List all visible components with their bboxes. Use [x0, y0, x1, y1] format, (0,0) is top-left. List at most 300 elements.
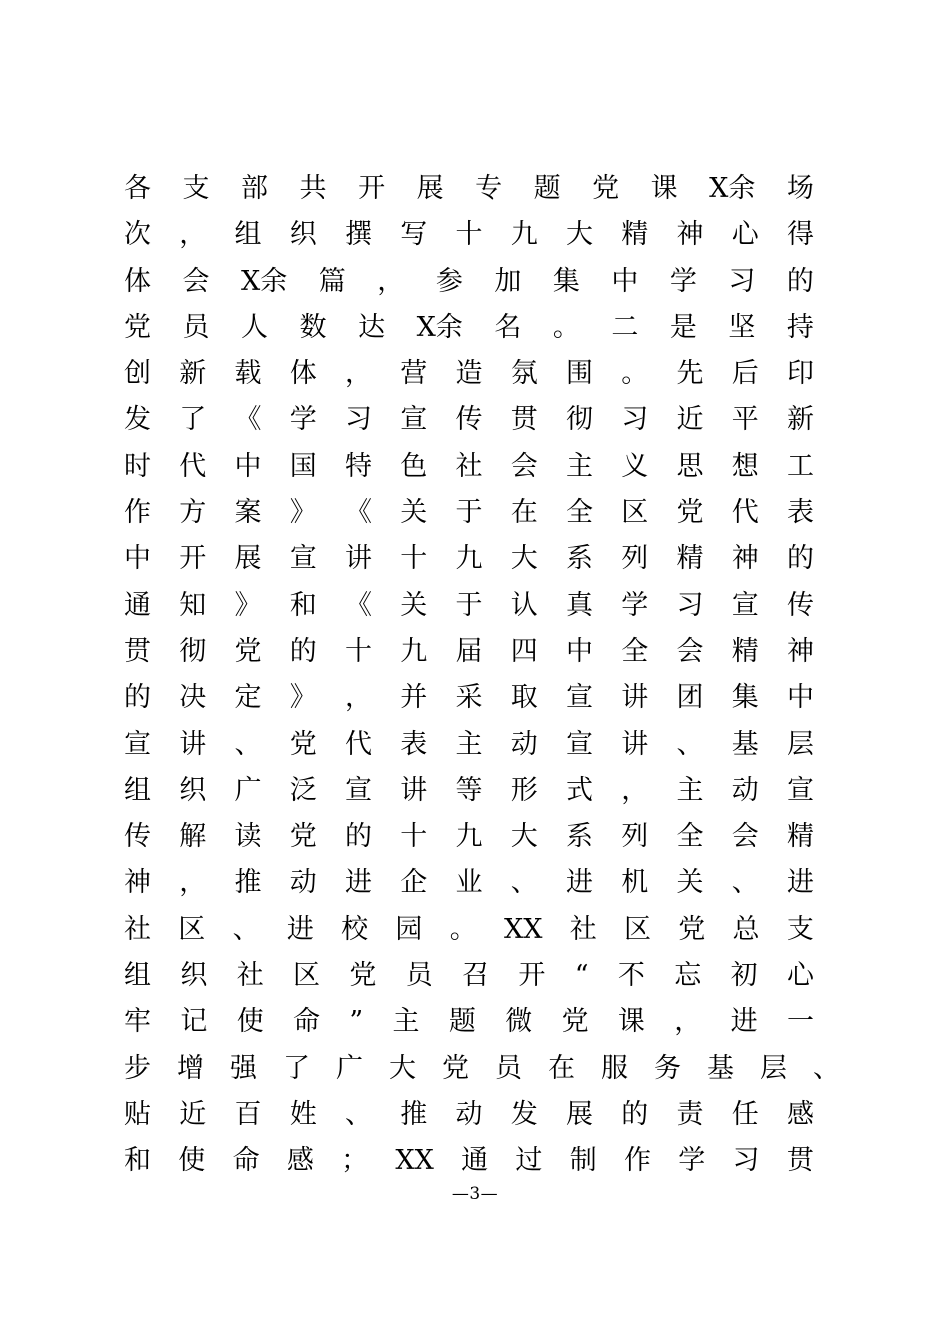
text-glyph: 传 — [124, 821, 151, 853]
text-glyph: 的 — [787, 543, 814, 575]
text-glyph: 造 — [455, 358, 483, 390]
text-glyph: 大 — [510, 543, 538, 575]
text-glyph: 组 — [124, 774, 151, 806]
text-glyph: 代 — [179, 450, 207, 482]
text-glyph: 届 — [455, 635, 483, 667]
text-glyph: ， — [377, 265, 405, 297]
text-glyph: 篇 — [318, 265, 346, 297]
text-glyph: 持 — [786, 311, 814, 343]
text-glyph: 不 — [617, 960, 645, 992]
text-line — [124, 675, 814, 721]
text-glyph: 大 — [510, 821, 538, 853]
text-glyph: 织 — [179, 774, 207, 806]
page-number: —3— — [451, 1184, 499, 1204]
text-glyph: 参 — [435, 265, 463, 297]
text-glyph: 知 — [179, 589, 207, 621]
text-glyph: 党 — [124, 311, 151, 343]
text-glyph: 神 — [787, 635, 814, 667]
text-line — [124, 722, 814, 768]
text-glyph: 宣 — [345, 774, 372, 806]
text-glyph: 进 — [566, 867, 593, 899]
text-glyph: 区 — [178, 913, 206, 945]
text-glyph: 推 — [234, 867, 262, 899]
text-glyph: 机 — [621, 867, 649, 899]
text-glyph: 《 — [234, 404, 262, 436]
text-glyph: 集 — [552, 265, 580, 297]
text-glyph: 习 — [728, 265, 756, 297]
text-glyph: 全 — [676, 821, 704, 853]
text-glyph: ； — [341, 1145, 369, 1177]
text-glyph: 九 — [455, 543, 483, 575]
text-line — [124, 166, 814, 212]
text-line — [124, 583, 814, 629]
text-glyph: 的 — [289, 635, 317, 667]
text-glyph: 动 — [510, 728, 538, 760]
text-glyph: 系 — [566, 543, 593, 575]
text-glyph: 广 — [336, 1052, 363, 1084]
text-glyph: 传 — [787, 589, 814, 621]
text-glyph: 过 — [515, 1145, 543, 1177]
text-glyph: 二 — [611, 311, 639, 343]
text-glyph: 等 — [455, 774, 483, 806]
text-glyph: 式 — [566, 774, 593, 806]
text-glyph: 、 — [731, 867, 759, 899]
text-glyph: 校 — [341, 913, 369, 945]
text-glyph: 任 — [731, 1098, 759, 1130]
text-glyph: ， — [179, 867, 207, 899]
text-glyph: 动 — [731, 774, 759, 806]
text-glyph: 彻 — [179, 635, 207, 667]
text-glyph: 神 — [676, 219, 704, 251]
text-glyph: 党 — [289, 728, 317, 760]
text-glyph: 《 — [345, 589, 372, 621]
text-line — [124, 999, 814, 1045]
text-glyph: 员 — [405, 960, 433, 992]
text-glyph: 得 — [787, 219, 814, 251]
text-glyph: 十 — [455, 219, 483, 251]
text-glyph: 忘 — [674, 960, 702, 992]
text-glyph: 围 — [566, 358, 593, 390]
text-glyph: 中 — [234, 450, 262, 482]
text-glyph: 习 — [732, 1145, 760, 1177]
text-glyph: 名 — [494, 311, 522, 343]
text-glyph: 企 — [400, 867, 428, 899]
text-glyph: 通 — [124, 589, 151, 621]
text-glyph: ， — [621, 774, 649, 806]
text-glyph: 支 — [786, 913, 814, 945]
text-glyph: 列 — [621, 543, 649, 575]
text-glyph: 党 — [289, 821, 317, 853]
text-glyph: 宣 — [400, 404, 428, 436]
text-glyph: 关 — [676, 867, 704, 899]
text-glyph: 表 — [400, 728, 428, 760]
text-glyph: 社 — [569, 913, 597, 945]
text-glyph: 的 — [124, 682, 151, 714]
text-glyph: “ — [574, 960, 589, 992]
text-glyph: 时 — [124, 450, 151, 482]
text-glyph: 印 — [787, 358, 814, 390]
text-glyph: 员 — [182, 311, 210, 343]
text-glyph: 心 — [786, 960, 814, 992]
text-glyph: 认 — [510, 589, 538, 621]
text-glyph: 读 — [234, 821, 262, 853]
text-glyph: 的 — [621, 1098, 649, 1130]
text-glyph: 命 — [293, 1006, 321, 1038]
text-glyph: 各 — [124, 173, 151, 204]
text-glyph: 国 — [289, 450, 317, 482]
text-glyph: 代 — [731, 497, 759, 529]
text-glyph: 党 — [678, 913, 706, 945]
text-glyph: 定 — [234, 682, 262, 714]
text-glyph: 使 — [178, 1145, 206, 1177]
text-glyph: 区 — [621, 497, 649, 529]
text-glyph: 和 — [289, 589, 317, 621]
text-glyph: 新 — [179, 358, 207, 390]
text-glyph: 。 — [552, 311, 580, 343]
text-glyph: 进 — [730, 1006, 758, 1038]
text-glyph: 了 — [179, 404, 207, 436]
text-glyph: 中 — [611, 265, 639, 297]
text-glyph: 展 — [416, 173, 444, 204]
text-glyph: 神 — [731, 543, 759, 575]
text-glyph: 中 — [566, 635, 593, 667]
text-line — [124, 907, 814, 953]
text-line — [124, 536, 814, 582]
text-glyph: 十 — [345, 635, 372, 667]
text-glyph: 组 — [234, 219, 262, 251]
text-line — [124, 768, 814, 814]
text-glyph: 载 — [234, 358, 262, 390]
text-glyph: 在 — [510, 497, 538, 529]
text-glyph: 营 — [400, 358, 428, 390]
text-line — [124, 953, 814, 999]
text-glyph: 课 — [617, 1006, 645, 1038]
text-glyph: 九 — [510, 219, 538, 251]
text-glyph: 召 — [462, 960, 490, 992]
text-glyph: 写 — [400, 219, 428, 251]
text-glyph: 、 — [676, 728, 704, 760]
text-glyph: 姓 — [289, 1098, 317, 1130]
text-glyph: 主 — [676, 774, 704, 806]
text-glyph: 主 — [455, 728, 483, 760]
text-glyph: 于 — [455, 589, 483, 621]
text-glyph: 《 — [345, 497, 372, 529]
text-glyph: 全 — [621, 635, 649, 667]
text-glyph: 讲 — [621, 682, 649, 714]
text-glyph: 讲 — [179, 728, 207, 760]
text-glyph: 习 — [345, 404, 372, 436]
text-glyph: 泛 — [289, 774, 317, 806]
text-glyph: 宣 — [787, 774, 814, 806]
text-glyph: 学 — [621, 589, 649, 621]
text-glyph: 组 — [124, 960, 151, 992]
text-glyph: 想 — [731, 450, 759, 482]
text-glyph: 宣 — [124, 728, 151, 760]
text-glyph: 体 — [289, 358, 317, 390]
text-glyph: 总 — [732, 913, 760, 945]
text-glyph: 宣 — [289, 543, 317, 575]
text-line — [124, 860, 814, 906]
text-glyph: 体 — [124, 265, 151, 297]
text-glyph: 精 — [787, 821, 814, 853]
text-glyph: 精 — [731, 635, 759, 667]
text-line — [124, 1046, 840, 1092]
text-glyph: 集 — [731, 682, 759, 714]
text-glyph: 十 — [400, 543, 428, 575]
text-glyph: 会 — [676, 635, 704, 667]
text-glyph: 、 — [234, 728, 262, 760]
text-glyph: 取 — [510, 682, 538, 714]
text-glyph: 在 — [548, 1052, 575, 1084]
text-glyph: 十 — [400, 821, 428, 853]
text-glyph: 特 — [345, 450, 372, 482]
text-glyph: 》 — [289, 682, 317, 714]
text-glyph: 讲 — [621, 728, 649, 760]
text-glyph: 动 — [455, 1098, 483, 1130]
text-glyph: 感 — [286, 1145, 314, 1177]
text-glyph: 部 — [241, 173, 269, 204]
text-glyph: 服 — [601, 1052, 628, 1084]
text-glyph: 新 — [787, 404, 814, 436]
text-glyph: 四 — [510, 635, 538, 667]
text-glyph: XX — [503, 913, 543, 945]
text-glyph: 业 — [455, 867, 483, 899]
text-glyph: 百 — [234, 1098, 262, 1130]
text-line — [124, 490, 814, 536]
text-glyph: 党 — [442, 1052, 469, 1084]
text-glyph: 发 — [124, 404, 151, 436]
text-glyph: 解 — [179, 821, 207, 853]
text-glyph: 织 — [289, 219, 317, 251]
text-glyph: ， — [179, 219, 207, 251]
text-glyph: 贯 — [124, 635, 151, 667]
text-glyph: 人 — [241, 311, 269, 343]
text-glyph: 使 — [236, 1006, 264, 1038]
text-glyph: 心 — [731, 219, 759, 251]
text-glyph: 创 — [124, 358, 151, 390]
text-glyph: 微 — [505, 1006, 533, 1038]
text-glyph: 会 — [510, 450, 538, 482]
text-glyph: 关 — [400, 497, 428, 529]
text-glyph: 》 — [234, 589, 262, 621]
text-glyph: 决 — [179, 682, 207, 714]
text-line — [124, 1138, 814, 1184]
text-glyph: 于 — [455, 497, 483, 529]
text-glyph: 记 — [180, 1006, 208, 1038]
text-glyph: 并 — [400, 682, 428, 714]
text-glyph: 课 — [650, 173, 678, 204]
text-glyph: 真 — [566, 589, 593, 621]
text-glyph: 、 — [232, 913, 260, 945]
text-glyph: 宣 — [566, 682, 593, 714]
text-glyph: 宣 — [731, 589, 759, 621]
text-line — [124, 351, 814, 397]
text-glyph: 表 — [787, 497, 814, 529]
text-glyph: 会 — [182, 265, 210, 297]
text-glyph: 、 — [510, 867, 538, 899]
text-glyph: 基 — [707, 1052, 734, 1084]
text-glyph: 学 — [678, 1145, 706, 1177]
text-glyph: 开 — [358, 173, 386, 204]
text-glyph: 贯 — [786, 1145, 814, 1177]
text-glyph: 九 — [400, 635, 428, 667]
text-glyph: 贴 — [124, 1098, 151, 1130]
text-glyph: 基 — [731, 728, 759, 760]
text-glyph: 团 — [676, 682, 704, 714]
text-glyph: 命 — [232, 1145, 260, 1177]
body-text — [124, 166, 840, 1185]
text-glyph: 会 — [731, 821, 759, 853]
text-glyph: X余 — [241, 265, 288, 297]
text-glyph: ” — [349, 1006, 364, 1038]
text-glyph: 发 — [510, 1098, 538, 1130]
text-glyph: 先 — [676, 358, 704, 390]
text-glyph: 强 — [230, 1052, 257, 1084]
text-glyph: 织 — [180, 960, 208, 992]
text-glyph: 。 — [449, 913, 477, 945]
text-line — [124, 397, 814, 443]
text-glyph: 神 — [124, 867, 151, 899]
text-glyph: 园 — [395, 913, 423, 945]
text-glyph: 九 — [455, 821, 483, 853]
text-glyph: X余 — [416, 311, 463, 343]
text-line — [124, 259, 814, 305]
text-glyph: 习 — [676, 589, 704, 621]
text-glyph: 中 — [124, 543, 151, 575]
text-glyph: 责 — [676, 1098, 704, 1130]
text-glyph: 党 — [592, 173, 620, 204]
text-glyph: 氛 — [510, 358, 538, 390]
text-glyph: 的 — [786, 265, 814, 297]
text-glyph: 进 — [345, 867, 372, 899]
text-glyph: 员 — [495, 1052, 522, 1084]
text-glyph: 达 — [358, 311, 386, 343]
text-glyph: 近 — [179, 1098, 207, 1130]
text-glyph: 进 — [286, 913, 314, 945]
text-glyph: 、 — [813, 1052, 840, 1084]
text-line — [124, 212, 814, 258]
text-glyph: 讲 — [400, 774, 428, 806]
text-glyph: 坚 — [728, 311, 756, 343]
text-glyph: 层 — [787, 728, 814, 760]
text-glyph: 步 — [124, 1052, 151, 1084]
text-glyph: 大 — [566, 219, 593, 251]
text-line — [124, 444, 814, 490]
text-glyph: 平 — [731, 404, 759, 436]
text-glyph: 增 — [177, 1052, 204, 1084]
text-glyph: 支 — [182, 173, 210, 204]
text-glyph: 案 — [234, 497, 262, 529]
text-glyph: 一 — [786, 1006, 814, 1038]
text-glyph: 关 — [400, 589, 428, 621]
text-glyph: 区 — [623, 913, 651, 945]
text-glyph: 是 — [669, 311, 697, 343]
text-glyph: 广 — [234, 774, 262, 806]
text-glyph: 感 — [787, 1098, 814, 1130]
text-glyph: ， — [674, 1006, 702, 1038]
text-glyph: 初 — [730, 960, 758, 992]
text-glyph: 后 — [731, 358, 759, 390]
text-glyph: XX — [395, 1145, 434, 1177]
text-glyph: 和 — [124, 1145, 151, 1177]
text-line — [124, 1092, 814, 1138]
text-glyph: 主 — [566, 450, 593, 482]
text-glyph: 精 — [676, 543, 704, 575]
text-glyph: 党 — [676, 497, 704, 529]
text-glyph: 色 — [400, 450, 428, 482]
text-glyph: 党 — [561, 1006, 589, 1038]
text-glyph: 共 — [299, 173, 327, 204]
text-glyph: ， — [345, 358, 372, 390]
text-glyph: 社 — [236, 960, 264, 992]
text-glyph: 精 — [621, 219, 649, 251]
text-glyph: X余 — [709, 173, 756, 204]
text-glyph: 》 — [289, 497, 317, 529]
text-glyph: 社 — [124, 913, 151, 945]
text-glyph: 传 — [455, 404, 483, 436]
text-glyph: 代 — [345, 728, 372, 760]
text-glyph: 加 — [494, 265, 522, 297]
text-glyph: 开 — [518, 960, 546, 992]
text-glyph: 大 — [389, 1052, 416, 1084]
text-glyph: 宣 — [566, 728, 593, 760]
text-glyph: 彻 — [566, 404, 593, 436]
text-glyph: 作 — [124, 497, 151, 529]
text-glyph: 思 — [676, 450, 704, 482]
text-glyph: 学 — [669, 265, 697, 297]
text-glyph: 列 — [621, 821, 649, 853]
text-line — [124, 305, 814, 351]
text-glyph: 通 — [461, 1145, 489, 1177]
text-glyph: 方 — [179, 497, 207, 529]
text-glyph: 贯 — [510, 404, 538, 436]
text-glyph: 、 — [345, 1098, 372, 1130]
text-glyph: 。 — [621, 358, 649, 390]
text-glyph: 中 — [787, 682, 814, 714]
text-glyph: 全 — [566, 497, 593, 529]
text-glyph: 动 — [289, 867, 317, 899]
text-glyph: 数 — [299, 311, 327, 343]
text-glyph: 讲 — [345, 543, 372, 575]
text-glyph: 区 — [293, 960, 321, 992]
text-glyph: 作 — [623, 1145, 651, 1177]
text-line — [124, 629, 814, 675]
text-glyph: 务 — [654, 1052, 681, 1084]
text-glyph: 社 — [455, 450, 483, 482]
text-glyph: 学 — [289, 404, 317, 436]
text-glyph: 工 — [787, 450, 814, 482]
text-glyph: 牢 — [124, 1006, 151, 1038]
text-glyph: 层 — [760, 1052, 787, 1084]
text-glyph: 展 — [234, 543, 262, 575]
text-glyph: 制 — [569, 1145, 597, 1177]
text-glyph: 习 — [621, 404, 649, 436]
text-glyph: 了 — [283, 1052, 310, 1084]
text-glyph: 系 — [566, 821, 593, 853]
text-glyph: 党 — [349, 960, 377, 992]
text-glyph: 近 — [676, 404, 704, 436]
text-glyph: 党 — [234, 635, 262, 667]
text-glyph: 形 — [510, 774, 538, 806]
text-glyph: 场 — [786, 173, 814, 204]
text-glyph: 义 — [621, 450, 649, 482]
text-glyph: 采 — [455, 682, 483, 714]
text-glyph: ， — [345, 682, 372, 714]
text-glyph: 题 — [533, 173, 561, 204]
text-glyph: 题 — [448, 1006, 476, 1038]
text-glyph: 进 — [787, 867, 814, 899]
text-glyph: 推 — [400, 1098, 428, 1130]
